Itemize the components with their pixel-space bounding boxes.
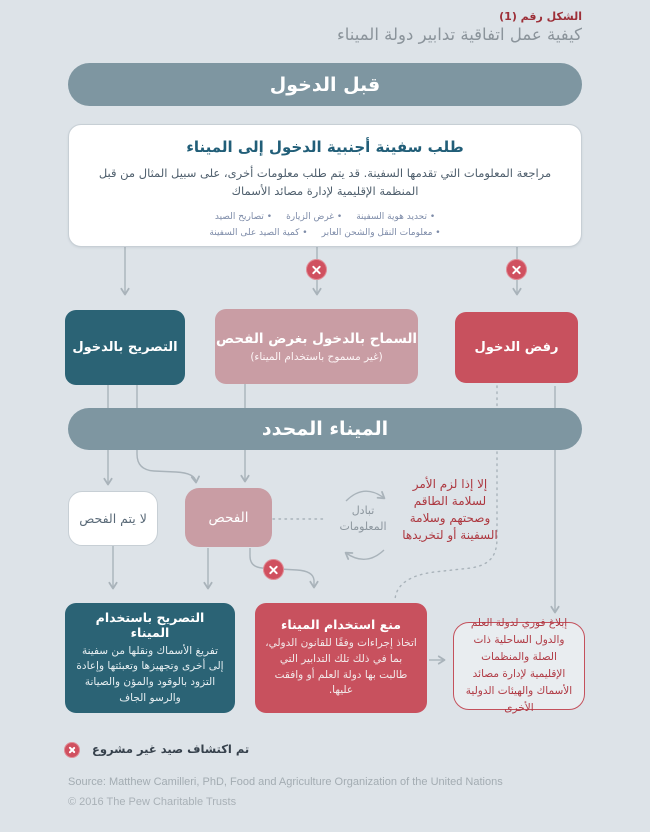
- cycle-arrow-top: [346, 491, 384, 501]
- source-credit: Source: Matthew Camilleri, PhD, Food and Agriculture Organization of the United Nations: [68, 776, 503, 788]
- illegal-catch-x-icon: [263, 559, 284, 580]
- section-bar-label: قبل الدخول: [269, 73, 381, 96]
- node-body: اتخاذ إجراءات وفقًا للقانون الدولي، بما في ذلك تلك التدابير التي طالبت بها دولة العلم أو وافقت عليها.: [265, 637, 417, 697]
- node-port-use-authorized: [65, 603, 235, 713]
- node-label: السماح بالدخول بغرض الفحص: [215, 330, 418, 347]
- node-label: التصريح باستخدام الميناء: [95, 609, 205, 640]
- node-entry-for-inspection: [215, 309, 418, 384]
- node-label: إبلاغ فوري لدولة العلم والدول الساحلية ذات الصلة والمنظمات الإقليمية لإدارة مصائد الأسماك والهيئات الدولية الأخرى: [465, 617, 573, 714]
- section-bar-label: الميناء المحدد: [261, 418, 389, 440]
- bullet-item: • غرض الزيارة: [286, 211, 343, 222]
- node-notify-flag-state: [453, 617, 585, 714]
- entry-request-body: مراجعة المعلومات التي تقدمها السفينة. قد يتم طلب معلومات أخرى، على سبيل المثال من قبل المنظمة الإقليمية لإدارة مصائد الأسماك: [98, 166, 552, 198]
- bullet-item: • تحديد هوية السفينة: [356, 211, 436, 222]
- bullet-line-2: [202, 225, 447, 242]
- exception-note: [396, 476, 504, 544]
- info-exchange-label: تبادل المعلومات: [339, 504, 387, 533]
- legend-x-icon: [64, 742, 80, 758]
- node-entry-authorized: [65, 310, 185, 385]
- entry-request-box: [68, 124, 582, 247]
- section-bar-designated-port: [68, 408, 582, 450]
- node-entry-denied: [455, 312, 578, 383]
- node-label: رفض الدخول: [474, 340, 559, 355]
- node-label: منع استخدام الميناء: [280, 617, 402, 632]
- node-label: الفحص: [208, 509, 249, 526]
- section-bar-before-entry: [68, 63, 582, 106]
- exception-line: لسلامة الطاقم: [413, 494, 487, 509]
- page-title: كيفية عمل اتفاقية تدابير دولة الميناء: [337, 25, 582, 44]
- exception-line: إلا إذا لزم الأمر: [412, 477, 488, 491]
- figure-label: الشكل رقم (1): [499, 10, 582, 23]
- bullet-item: • كمية الصيد على السفينة: [209, 228, 308, 239]
- node-inspection: [185, 488, 272, 547]
- copyright: © 2016 The Pew Charitable Trusts: [68, 796, 237, 808]
- bullet-item: • تصاريح الصيد: [214, 211, 273, 222]
- node-label: التصريح بالدخول: [72, 340, 178, 355]
- cycle-arrow-bottom: [346, 550, 384, 559]
- node-port-use-denied: [255, 603, 427, 713]
- bullet-item: • معلومات النقل والشحن العابر: [321, 228, 441, 239]
- node-sublabel: (غير مسموح باستخدام الميناء): [250, 350, 383, 363]
- entry-request-bullets: [202, 209, 447, 242]
- illegal-catch-x-icon: [306, 259, 327, 280]
- exception-line: وصحتهم وسلامة: [409, 511, 491, 526]
- bullet-line-1: [202, 209, 447, 226]
- node-label: لا يتم الفحص: [79, 511, 147, 526]
- illegal-catch-x-icon: [506, 259, 527, 280]
- exception-line: السفينة أو لتخريدها: [402, 528, 498, 543]
- entry-request-title: طلب سفينة أجنبية الدخول إلى الميناء: [186, 138, 464, 156]
- node-no-inspection: [68, 491, 158, 546]
- legend-illegal-catch: تم اكتشاف صيد غير مشروع: [92, 742, 250, 756]
- node-body: تفريغ الأسماك ونقلها من سفينة إلى أخرى وتجهيزها وتعبئتها وإعادة التزود بالوقود والمؤن والصيانة والرسو الجاف: [76, 644, 224, 704]
